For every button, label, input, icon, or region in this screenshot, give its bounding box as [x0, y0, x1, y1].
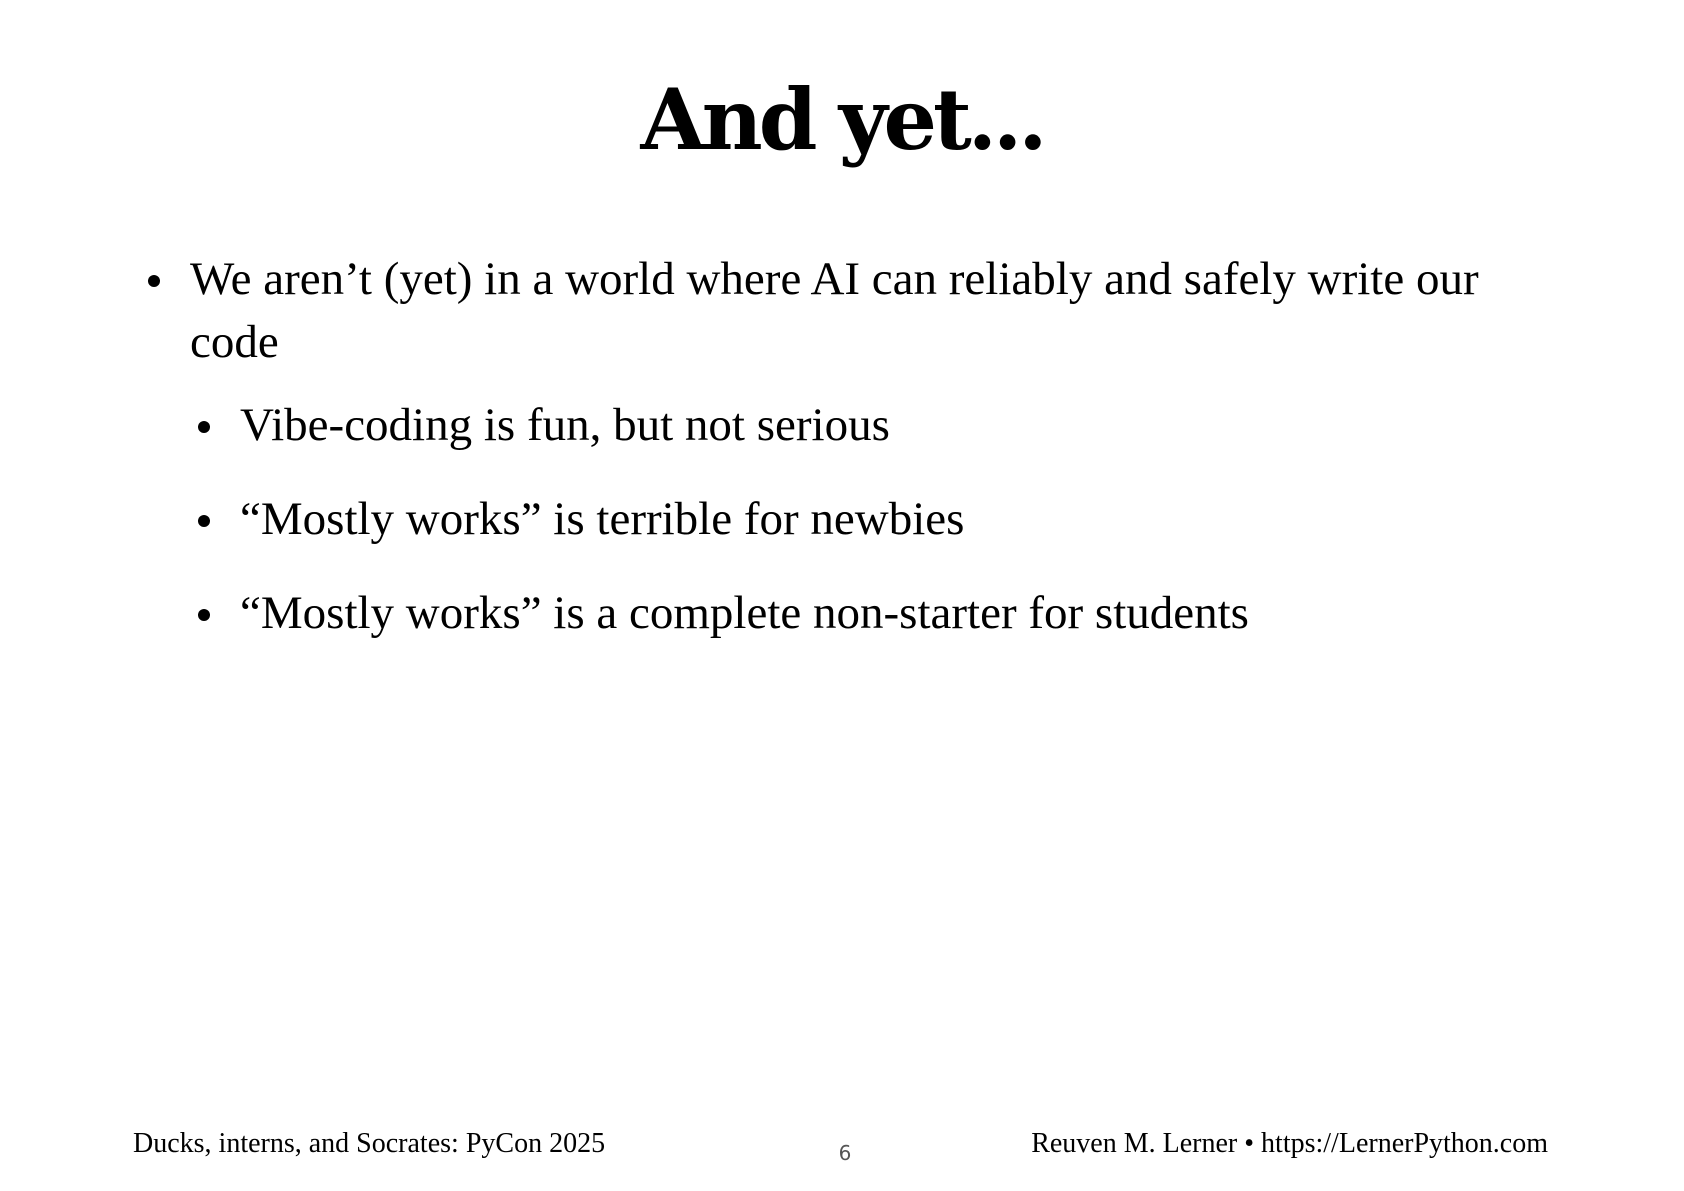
bullet-item [140, 248, 1560, 645]
sub-bullet-text: Vibe-coding is fun, but not serious [240, 399, 890, 451]
bullet-list [140, 248, 1560, 676]
footer-talk-title: Ducks, interns, and Socrates: PyCon 2025 [133, 1128, 606, 1159]
bullet-text: We aren’t (yet) in a world where AI can reliably and safely write our code [190, 253, 1479, 368]
sub-bullet-item [190, 394, 1560, 457]
bullet-point-icon [198, 421, 210, 433]
footer-author: Reuven M. Lerner • https://LernerPython.com [1031, 1128, 1548, 1159]
page-number: 6 [838, 1141, 852, 1165]
sub-bullet-text: “Mostly works” is a complete non-starter for students [240, 587, 1249, 639]
slide-title: And yet... [640, 70, 1044, 169]
bullet-point-icon [148, 275, 160, 287]
sub-bullet-item [190, 582, 1560, 645]
bullet-point-icon [198, 515, 210, 527]
bullet-point-icon [198, 609, 210, 621]
sub-bullet-list [190, 394, 1560, 645]
sub-bullet-item [190, 488, 1560, 551]
sub-bullet-text: “Mostly works” is terrible for newbies [240, 493, 965, 545]
